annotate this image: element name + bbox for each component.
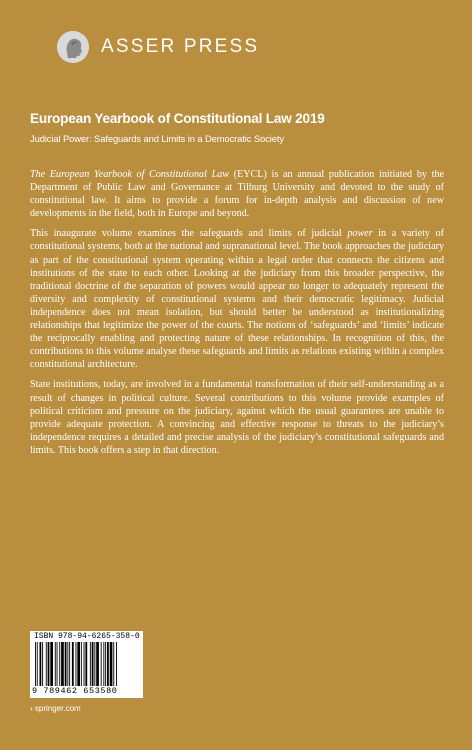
barcode-bar <box>103 642 104 686</box>
barcode-bar <box>110 642 113 686</box>
publisher-name: ASSER PRESS <box>101 36 260 57</box>
barcode-bar <box>46 642 47 686</box>
arrow-icon: › <box>30 704 33 713</box>
blurb-paragraph-2-text-b: in a variety of constitutional systems, both at the national and supranational level. The book approaches the judiciary as part of the constitutional system operating within a legal order that connects the citizens and institutions of the state to each other. Looking at the judiciary from this broader perspective, the traditional doctrine of the separation of powers would appear no longer to adequately represent the diversity and complexity of constitutional systems and their democratic legitimacy. Judicial independence does not mean isolation, but should better be understood as institutionalizing relationships that legitimize the power of the courts. The notions of ‘safeguards’ and ‘limits’ indicate the reciprocally enabling and protecting nature of these relationships. In recognition of this, the contributions to this volume analyse these safeguards and limits as relations existing within a complex constitutional architecture. <box>30 228 445 371</box>
barcode-bar <box>48 642 50 686</box>
barcode-bar <box>69 642 70 686</box>
barcode-bar <box>59 642 60 686</box>
barcode-bar <box>84 642 85 686</box>
publisher-logo <box>57 30 259 64</box>
isbn-barcode <box>30 631 143 698</box>
series-title: The European Yearbook of Constitutional Law <box>30 169 229 180</box>
barcode-bar <box>105 642 106 686</box>
barcode-bar <box>37 642 38 686</box>
barcode-bar <box>55 642 56 686</box>
blurb-paragraph-2 <box>30 227 444 371</box>
barcode-bar <box>61 642 64 686</box>
barcode-bar <box>113 642 114 686</box>
barcode-bar <box>57 642 58 686</box>
barcode-bar <box>92 642 94 686</box>
barcode-bar <box>76 642 77 686</box>
barcode-bar <box>65 642 67 686</box>
barcode-bar <box>81 642 82 686</box>
barcode-bar <box>107 642 109 686</box>
barcode-bar <box>85 642 87 686</box>
barcode-bar <box>67 642 68 686</box>
barcode-bar <box>101 642 102 686</box>
barcode-bars <box>34 642 139 686</box>
barcode-bar <box>96 642 99 686</box>
blurb-paragraph-1 <box>30 168 444 220</box>
blurb-paragraph-3: State institutions, today, are involved in a fundamental transformation of their self-understanding as a result of changes in political culture. Several contributions to this volume provide examples of political criticism and pressure on the judiciary, against which the usual guarantees are unable to provide adequate protection. A convincing and effective response to threats to the judiciary’s independence requires a detailed and precise analysis of the judiciary’s constitutional safeguards and limits. This book offers a step in that direction. <box>30 379 444 456</box>
blurb-paragraph-2-text-a: This inaugurate volume examines the safeguards and limits of judicial <box>30 228 348 240</box>
barcode-bar <box>90 642 91 686</box>
barcode-digits: 9 789462 653580 <box>32 686 118 696</box>
barcode-bar <box>77 642 80 686</box>
barcode-bar <box>72 642 74 686</box>
isbn-label: ISBN 978-94-6265-358-0 <box>34 632 140 641</box>
book-subtitle: Judicial Power: Safeguards and Limits in a Democratic Society <box>30 133 284 144</box>
springer-link-text: springer.com <box>34 704 81 713</box>
emphasis-power: power <box>347 228 373 240</box>
book-title: European Yearbook of Constitutional Law 2019 <box>30 111 325 126</box>
springer-link[interactable] <box>30 704 81 713</box>
blurb-paragraph-1-text: (EYCL) is an annual publication initiated by the Department of Public Law and Governance at Tilburg University and devoted to the study of constitutional law. It aims to provide a forum for in-depth analysis and discussion of new developments in the field, both in Europe and beyond. <box>30 169 444 220</box>
barcode-bar <box>35 642 36 686</box>
barcode-bar <box>94 642 95 686</box>
asser-head-logo-icon <box>57 31 89 63</box>
barcode-bar <box>42 642 43 686</box>
barcode-bar <box>50 642 53 686</box>
barcode-bar <box>40 642 42 686</box>
barcode-bar <box>116 642 117 686</box>
blurb <box>30 168 444 464</box>
